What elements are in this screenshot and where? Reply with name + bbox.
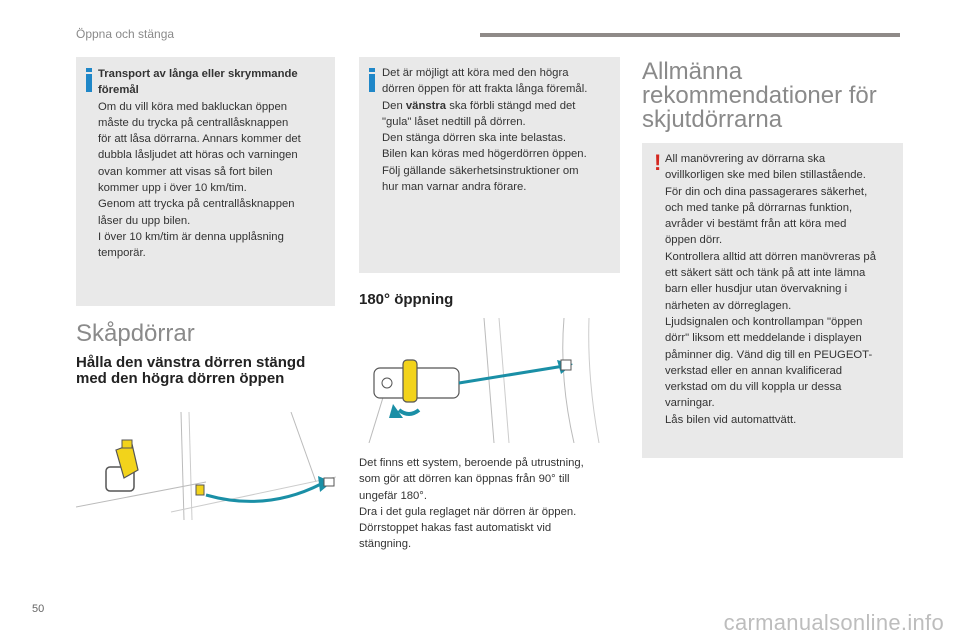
info-line: dubbla låsljudet att höras och varningen <box>98 149 298 162</box>
warning-line: ett säkert sätt och tänk på att inte lämna <box>665 267 866 280</box>
watermark-text: carmanualsonline.info <box>723 610 944 635</box>
info-icon <box>86 68 92 92</box>
warning-line: verkstad eller en annan kvalificerad <box>665 364 843 377</box>
warning-line: Ljudsignalen och kontrollampan "öppen <box>665 315 863 328</box>
warning-line: påminner dig. Vänd dig till en PEUGEOT- <box>665 348 873 361</box>
info-line: Den stänga dörren ska inte belastas. <box>382 132 566 145</box>
info-line: Följ gällande säkerhetsinstruktioner om <box>382 164 579 177</box>
warning-line: varningar. <box>665 397 715 410</box>
info-line: dörren öppen för att frakta långa föremål. <box>382 83 588 96</box>
warning-line: verkstad om du vill koppla ur dessa <box>665 381 842 394</box>
body-line: stängning. <box>359 538 412 551</box>
warning-box <box>642 143 903 458</box>
info-line: för att låsa dörrarna. Annars kommer det <box>98 133 301 146</box>
info-box-right-door <box>359 57 620 273</box>
warning-line: avråder vi bestämt från att köra med <box>665 218 847 231</box>
door-lock-illustration <box>76 412 336 520</box>
page-header-title: Öppna och stänga <box>76 27 175 41</box>
warning-line: ovillkorligen ske med bilen stillastående. <box>665 169 866 182</box>
info-line: Om du vill köra med bakluckan öppen <box>98 100 288 113</box>
info-line: låser du upp bilen. <box>98 214 191 227</box>
body-line: som gör att dörren kan öppnas från 90° till <box>359 473 570 486</box>
body-180-opening <box>359 455 620 553</box>
info-box-title: Transport av långa eller skrymmande föremål <box>98 68 298 97</box>
warning-line: Lås bilen vid automattvätt. <box>665 413 797 426</box>
warning-line: För din och dina passagerares säkerhet, <box>665 185 868 198</box>
section-title-180: 180° öppning <box>359 291 454 308</box>
info-line: "gula" låset nedtill på dörren. <box>382 115 526 128</box>
subsection-title-line-1: Hålla den vänstra dörren stängd <box>76 354 306 371</box>
warning-line: Kontrollera alltid att dörren manövreras på <box>665 250 876 263</box>
body-line: Dörrstoppet hakas fast automatiskt vid <box>359 522 552 535</box>
info-line: kommer upp i över 10 km/tim. <box>98 182 247 195</box>
warning-line: barn eller husdjur utan övervakning i <box>665 283 848 296</box>
info-line: Den vänstra ska förbli stängd med det <box>382 99 576 112</box>
section-title-recommendations: Allmänna rekommendationer för skjutdörrarna <box>642 58 877 133</box>
info-line: hur man varnar andra förare. <box>382 181 527 194</box>
body-line: Dra i det gula reglaget när dörren är öppen. <box>359 505 577 518</box>
info-box-long-items <box>76 57 335 306</box>
door-stop-illustration <box>359 318 620 443</box>
warning-line: närheten av dörreglagen. <box>665 299 792 312</box>
subsection-title <box>76 355 305 387</box>
info-line: Det är möjligt att köra med den högra <box>382 67 569 79</box>
info-line: ovan kommer att visas så fort bilen <box>98 165 273 178</box>
warning-icon: ! <box>654 150 662 175</box>
warning-line: dörr" liksom ett meddelande i displayen <box>665 332 862 345</box>
info-line: Bilen kan köras med högerdörren öppen. <box>382 148 587 161</box>
body-line: ungefär 180°. <box>359 489 427 502</box>
warning-line: All manövrering av dörrarna ska <box>665 153 826 165</box>
emphasis-left: vänstra <box>405 99 447 112</box>
page-number: 50 <box>32 603 45 615</box>
header-bar <box>480 33 900 37</box>
warning-line: och med tanke på dörrarnas funktion, <box>665 201 853 214</box>
info-line: I över 10 km/tim är denna upplåsning <box>98 230 284 243</box>
section-title-skapdorrar: Skåpdörrar <box>76 320 195 347</box>
subsection-title-line-2: med den högra dörren öppen <box>76 370 285 387</box>
warning-line: öppen dörr. <box>665 234 723 247</box>
info-icon <box>369 68 375 92</box>
body-line: Det finns ett system, beroende på utrustning, <box>359 457 584 469</box>
info-line: Genom att trycka på centrallåsknappen <box>98 198 295 211</box>
info-line: måste du trycka på centrallåsknappen <box>98 116 289 129</box>
info-line: temporär. <box>98 247 146 260</box>
